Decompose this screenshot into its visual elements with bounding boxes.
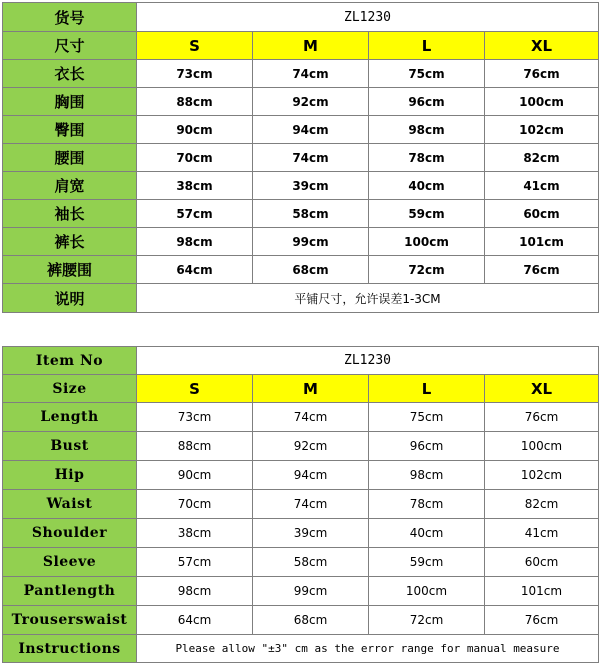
table-row (3, 256, 599, 284)
item-number-value: ZL1230 (137, 3, 599, 32)
table-cell: 59cm (369, 200, 485, 228)
table-cell: 76cm (485, 403, 599, 432)
table-cell: 60cm (485, 548, 599, 577)
row-label: 袖长 (3, 200, 137, 228)
table-cell: 99cm (253, 228, 369, 256)
table-cell: 72cm (369, 606, 485, 635)
size-m-header: M (253, 375, 369, 403)
note-row (3, 284, 599, 313)
size-label: Size (3, 375, 137, 403)
table-cell: 39cm (253, 519, 369, 548)
table-cell: 100cm (485, 88, 599, 116)
table-cell: 64cm (137, 256, 253, 284)
table-cell: 76cm (485, 256, 599, 284)
size-table-chinese (2, 2, 599, 313)
size-m-header: M (253, 32, 369, 60)
table-row (3, 144, 599, 172)
table-cell: 68cm (253, 256, 369, 284)
table-row (3, 432, 599, 461)
size-l-header: L (369, 32, 485, 60)
table-row (3, 577, 599, 606)
table-cell: 98cm (137, 228, 253, 256)
table-cell: 100cm (369, 577, 485, 606)
table-cell: 92cm (253, 432, 369, 461)
row-label: Waist (3, 490, 137, 519)
row-label: Shoulder (3, 519, 137, 548)
table-cell: 57cm (137, 200, 253, 228)
item-number-value: ZL1230 (137, 347, 599, 375)
table-row (3, 116, 599, 144)
table-cell: 76cm (485, 60, 599, 88)
table-cell: 94cm (253, 461, 369, 490)
item-number-row (3, 3, 599, 32)
table-cell: 102cm (485, 116, 599, 144)
table-cell: 58cm (253, 548, 369, 577)
table-cell: 94cm (253, 116, 369, 144)
table-cell: 102cm (485, 461, 599, 490)
size-l-header: L (369, 375, 485, 403)
table-cell: 90cm (137, 116, 253, 144)
table-cell: 75cm (369, 60, 485, 88)
table-cell: 59cm (369, 548, 485, 577)
table-cell: 100cm (369, 228, 485, 256)
table-cell: 99cm (253, 577, 369, 606)
item-number-row (3, 347, 599, 375)
table-cell: 82cm (485, 490, 599, 519)
table-cell: 76cm (485, 606, 599, 635)
row-label: 臀围 (3, 116, 137, 144)
table-cell: 90cm (137, 461, 253, 490)
table-cell: 74cm (253, 60, 369, 88)
table-cell: 74cm (253, 490, 369, 519)
table-cell: 88cm (137, 432, 253, 461)
size-header-row (3, 375, 599, 403)
table-cell: 88cm (137, 88, 253, 116)
table-cell: 64cm (137, 606, 253, 635)
row-label: Pantlength (3, 577, 137, 606)
table-cell: 72cm (369, 256, 485, 284)
table-row (3, 88, 599, 116)
table-cell: 41cm (485, 519, 599, 548)
table-cell: 73cm (137, 403, 253, 432)
table-row (3, 490, 599, 519)
row-label: 衣长 (3, 60, 137, 88)
table-cell: 74cm (253, 403, 369, 432)
table-cell: 57cm (137, 548, 253, 577)
table-cell: 70cm (137, 490, 253, 519)
item-number-label: Item No (3, 347, 137, 375)
table-row (3, 228, 599, 256)
table-row (3, 403, 599, 432)
row-label: 裤腰围 (3, 256, 137, 284)
table-row (3, 461, 599, 490)
table-row (3, 60, 599, 88)
size-label: 尺寸 (3, 32, 137, 60)
note-row (3, 635, 599, 663)
table-cell: 98cm (137, 577, 253, 606)
row-label: Bust (3, 432, 137, 461)
table-row (3, 548, 599, 577)
size-s-header: S (137, 32, 253, 60)
row-label: 肩宽 (3, 172, 137, 200)
table-cell: 92cm (253, 88, 369, 116)
row-label: Trouserswaist (3, 606, 137, 635)
table-cell: 98cm (369, 116, 485, 144)
size-xl-header: XL (485, 32, 599, 60)
size-xl-header: XL (485, 375, 599, 403)
table-row (3, 172, 599, 200)
size-header-row (3, 32, 599, 60)
table-cell: 40cm (369, 519, 485, 548)
table-cell: 41cm (485, 172, 599, 200)
size-table-english (2, 346, 599, 663)
table-cell: 38cm (137, 172, 253, 200)
table-cell: 73cm (137, 60, 253, 88)
table-cell: 58cm (253, 200, 369, 228)
table-cell: 96cm (369, 88, 485, 116)
row-label: 腰围 (3, 144, 137, 172)
row-label: Hip (3, 461, 137, 490)
table-cell: 70cm (137, 144, 253, 172)
row-label: 裤长 (3, 228, 137, 256)
table-cell: 39cm (253, 172, 369, 200)
size-s-header: S (137, 375, 253, 403)
row-label: Sleeve (3, 548, 137, 577)
table-cell: 38cm (137, 519, 253, 548)
table-cell: 60cm (485, 200, 599, 228)
row-label: Length (3, 403, 137, 432)
table-cell: 78cm (369, 490, 485, 519)
note-text: Please allow "±3" cm as the error range for manual measure (137, 635, 599, 663)
table-cell: 101cm (485, 577, 599, 606)
note-label: Instructions (3, 635, 137, 663)
row-label: 胸围 (3, 88, 137, 116)
table-cell: 82cm (485, 144, 599, 172)
item-number-label: 货号 (3, 3, 137, 32)
table-cell: 75cm (369, 403, 485, 432)
table-row (3, 606, 599, 635)
table-cell: 96cm (369, 432, 485, 461)
note-text: 平铺尺寸，允许误差1-3CM (137, 284, 599, 313)
table-row (3, 200, 599, 228)
table-row (3, 519, 599, 548)
table-cell: 78cm (369, 144, 485, 172)
table-cell: 98cm (369, 461, 485, 490)
table-cell: 74cm (253, 144, 369, 172)
note-label: 说明 (3, 284, 137, 313)
table-cell: 101cm (485, 228, 599, 256)
table-cell: 40cm (369, 172, 485, 200)
table-cell: 100cm (485, 432, 599, 461)
table-cell: 68cm (253, 606, 369, 635)
